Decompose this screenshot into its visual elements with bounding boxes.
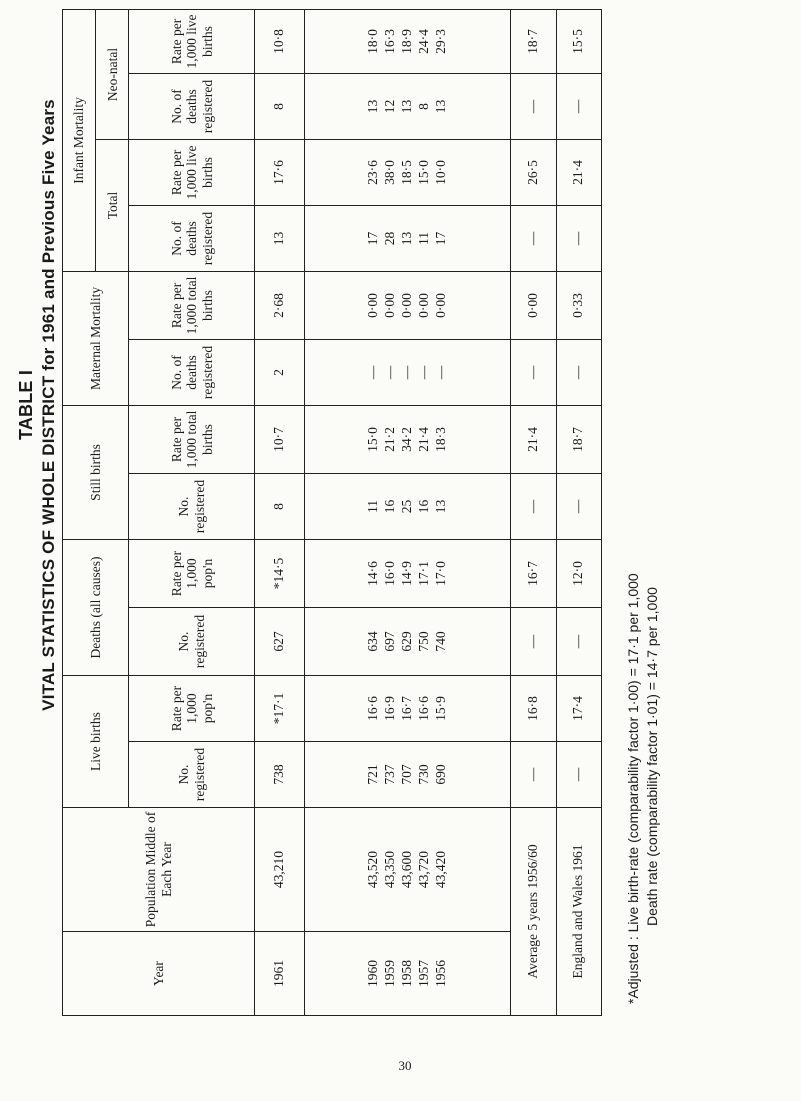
d-no-cell: — xyxy=(511,608,556,676)
sb-rate-header: Rate per 1,000 total births xyxy=(129,405,255,473)
rotated-page xyxy=(10,0,790,1040)
lb-rate-cell: *17·1 xyxy=(255,676,304,742)
year-1959: 1959 xyxy=(382,960,398,987)
nn-rate-value: 29·3 xyxy=(432,29,448,54)
mm-rate-value: 0·00 xyxy=(432,293,448,318)
d-rate-value: 14·9 xyxy=(399,561,415,586)
lb-rate-header: Rate per 1,000 pop'n xyxy=(129,676,255,742)
table-row xyxy=(304,9,511,1015)
nn-no-value: 8 xyxy=(415,103,431,110)
it-no-cell: 13 xyxy=(255,205,304,271)
mm-no-cell: — xyxy=(556,339,601,405)
d-no-value: 750 xyxy=(415,631,431,652)
population-value: 43,520 xyxy=(365,850,381,889)
lb-no-value: 737 xyxy=(382,764,398,785)
sb-rate-value: 34·2 xyxy=(399,427,415,452)
lb-no-cell: — xyxy=(511,742,556,808)
nn-rate-value: 18·9 xyxy=(399,29,415,54)
mm-rate-cell: 0·33 xyxy=(556,271,601,339)
mm-rate-cell xyxy=(304,271,511,339)
footnote xyxy=(624,364,662,1004)
d-no-cell xyxy=(304,608,511,676)
lb-rate-cell: 16·8 xyxy=(511,676,556,742)
footnote-line-2: Death rate (comparability factor 1·01) = 14·7 per 1,000 xyxy=(643,587,660,926)
col-live-births: Live births xyxy=(63,676,129,808)
table-row xyxy=(255,9,304,1015)
mm-rate-value: 0·00 xyxy=(365,293,381,318)
it-rate-header: Rate per 1,000 live births xyxy=(129,139,255,205)
nn-rate-cell: 10·8 xyxy=(255,9,304,73)
mm-rate-header: Rate per 1,000 total births xyxy=(129,271,255,339)
sb-no-value: 11 xyxy=(365,500,381,513)
lb-no-value: 707 xyxy=(399,764,415,785)
table-number: TABLE I xyxy=(16,369,36,441)
lb-rate-value: 16·6 xyxy=(365,696,381,721)
year-1958: 1958 xyxy=(399,960,415,987)
lb-rate-value: 16·9 xyxy=(382,696,398,721)
lb-rate-value: 15·9 xyxy=(432,696,448,721)
mm-rate-cell: 2·68 xyxy=(255,271,304,339)
it-no-value: 17 xyxy=(432,231,448,246)
sb-no-cell xyxy=(304,474,511,540)
lb-no-cell: 738 xyxy=(255,742,304,808)
mm-rate-value: 0·00 xyxy=(382,293,398,318)
mm-no-cell: — xyxy=(511,339,556,405)
d-rate-value: 17·1 xyxy=(415,561,431,586)
d-rate-cell xyxy=(304,540,511,608)
col-year: Year xyxy=(63,932,255,1016)
mm-no-value: — xyxy=(365,365,381,380)
mm-rate-value: 0·00 xyxy=(415,293,431,318)
mm-no-header: No. of deaths registered xyxy=(129,339,255,405)
year-cell: 1961 xyxy=(255,932,304,1016)
year-1956: 1956 xyxy=(432,960,448,987)
sb-no-cell: — xyxy=(556,474,601,540)
nn-no-value: 13 xyxy=(365,99,381,114)
it-no-value: 28 xyxy=(382,231,398,246)
nn-no-value: 13 xyxy=(432,99,448,114)
d-rate-cell: *14·5 xyxy=(255,540,304,608)
lb-no-value: 721 xyxy=(365,764,381,785)
population-value: 43,600 xyxy=(399,850,415,889)
it-rate-cell: 26·5 xyxy=(511,139,556,205)
col-infant-mortality: Infant Mortality xyxy=(63,9,96,271)
lb-no-cell: — xyxy=(556,742,601,808)
nn-rate-cell: 18·7 xyxy=(511,9,556,73)
average-label: Average 5 years 1956/60 xyxy=(511,808,556,1016)
sb-rate-cell: 10·7 xyxy=(255,405,304,473)
sb-rate-value: 15·0 xyxy=(365,427,381,452)
nn-rate-cell: 15·5 xyxy=(556,9,601,73)
col-maternal-mortality: Maternal Mortality xyxy=(63,271,129,405)
sb-no-cell: 8 xyxy=(255,474,304,540)
sb-no-value: 16 xyxy=(415,499,431,514)
it-rate-cell: 21·4 xyxy=(556,139,601,205)
d-no-cell: 627 xyxy=(255,608,304,676)
mm-no-value: — xyxy=(382,365,398,380)
it-rate-value: 15·0 xyxy=(415,160,431,185)
d-rate-header: Rate per 1,000 pop'n xyxy=(129,540,255,608)
year-1957: 1957 xyxy=(415,960,431,987)
col-infant-total: Total xyxy=(96,139,129,271)
mm-rate-value: 0·00 xyxy=(399,293,415,318)
header-row-1 xyxy=(63,9,96,1015)
lb-rate-cell xyxy=(304,676,511,742)
sb-no-value: 16 xyxy=(382,499,398,514)
lb-rate-cell: 17·4 xyxy=(556,676,601,742)
it-rate-value: 23·6 xyxy=(365,160,381,185)
population-value: 43,350 xyxy=(382,850,398,889)
population-cell xyxy=(304,808,511,932)
it-rate-value: 18·5 xyxy=(399,160,415,185)
nn-no-cell: 8 xyxy=(255,73,304,139)
it-no-header: No. of deaths registered xyxy=(129,205,255,271)
nn-rate-value: 18·0 xyxy=(365,29,381,54)
d-no-header: No. registered xyxy=(129,608,255,676)
d-rate-cell: 12·0 xyxy=(556,540,601,608)
nn-rate-value: 16·3 xyxy=(382,29,398,54)
sb-no-value: 13 xyxy=(432,499,448,514)
sb-no-cell: — xyxy=(511,474,556,540)
col-population: Population Middle of Each Year xyxy=(63,808,255,932)
mm-no-value: — xyxy=(415,365,431,380)
lb-rate-value: 16·7 xyxy=(399,696,415,721)
nn-no-cell: — xyxy=(511,73,556,139)
col-still-births: Still births xyxy=(63,405,129,539)
it-rate-value: 38·0 xyxy=(382,160,398,185)
population-value: 43,720 xyxy=(415,850,431,889)
lb-no-value: 730 xyxy=(415,764,431,785)
nn-no-value: 12 xyxy=(382,99,398,114)
it-no-value: 17 xyxy=(365,231,381,246)
year-1960: 1960 xyxy=(365,960,381,987)
lb-no-header: No. registered xyxy=(129,742,255,808)
sb-rate-cell: 21·4 xyxy=(511,405,556,473)
table-row xyxy=(556,9,601,1015)
nn-no-header: No. of deaths registered xyxy=(129,73,255,139)
it-rate-value: 10·0 xyxy=(432,160,448,185)
lb-rate-value: 16·6 xyxy=(415,696,431,721)
d-rate-value: 16·0 xyxy=(382,561,398,586)
it-rate-cell xyxy=(304,139,511,205)
lb-no-cell xyxy=(304,742,511,808)
d-no-value: 634 xyxy=(365,631,381,652)
it-no-value: 13 xyxy=(399,231,415,246)
years-cell xyxy=(304,932,511,1016)
sb-rate-cell xyxy=(304,405,511,473)
nn-no-value: 13 xyxy=(399,99,415,114)
sb-rate-value: 18·3 xyxy=(432,427,448,452)
nn-no-cell: — xyxy=(556,73,601,139)
col-neonatal: Neo-natal xyxy=(96,9,129,139)
nn-rate-header: Rate per 1,000 live births xyxy=(129,9,255,73)
d-no-value: 629 xyxy=(399,631,415,652)
nn-no-cell xyxy=(304,73,511,139)
it-no-cell xyxy=(304,205,511,271)
mm-no-value: — xyxy=(432,365,448,380)
d-rate-value: 14·6 xyxy=(365,561,381,586)
population-cell: 43,210 xyxy=(255,808,304,932)
mm-no-value: — xyxy=(399,365,415,380)
mm-rate-cell: 0·00 xyxy=(511,271,556,339)
footnote-line-1: *Adjusted : Live birth-rate (comparability factor 1·00) = 17·1 per 1,000 xyxy=(625,573,641,1004)
it-rate-cell: 17·6 xyxy=(255,139,304,205)
col-deaths: Deaths (all causes) xyxy=(63,540,129,676)
sb-rate-cell: 18·7 xyxy=(556,405,601,473)
sb-no-header: No. registered xyxy=(129,474,255,540)
nn-rate-value: 24·4 xyxy=(415,29,431,54)
it-no-cell: — xyxy=(556,205,601,271)
mm-no-cell xyxy=(304,339,511,405)
page-number: 30 xyxy=(398,1058,412,1073)
d-no-cell: — xyxy=(556,608,601,676)
sb-rate-value: 21·4 xyxy=(415,427,431,452)
d-rate-value: 17·0 xyxy=(432,561,448,586)
d-no-value: 740 xyxy=(432,631,448,652)
england-wales-label: England and Wales 1961 xyxy=(556,808,601,1016)
d-rate-cell: 16·7 xyxy=(511,540,556,608)
it-no-value: 11 xyxy=(415,231,431,245)
nn-rate-cell xyxy=(304,9,511,73)
table-heading: VITAL STATISTICS OF WHOLE DISTRICT for 1961 and Previous Five Years xyxy=(39,99,58,711)
sb-rate-value: 21·2 xyxy=(382,427,398,452)
sb-no-value: 25 xyxy=(399,499,415,514)
population-value: 43,420 xyxy=(432,850,448,889)
table-row xyxy=(511,9,556,1015)
mm-no-cell: 2 xyxy=(255,339,304,405)
d-no-value: 697 xyxy=(382,631,398,652)
table-title xyxy=(16,55,59,755)
it-no-cell: — xyxy=(511,205,556,271)
lb-no-value: 690 xyxy=(432,764,448,785)
vital-statistics-table xyxy=(62,9,602,1016)
